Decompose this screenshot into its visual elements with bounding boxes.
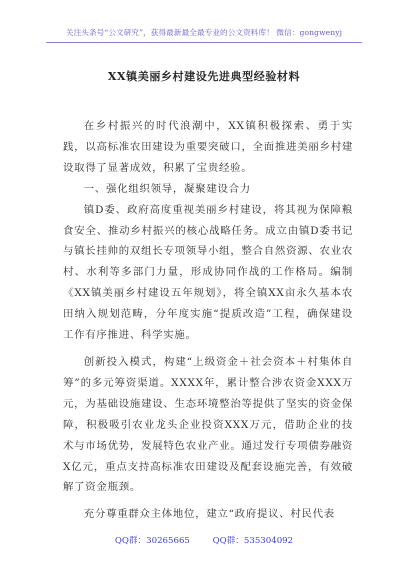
header-note: 关注头条号“公文研究”，获得最新最全最专业的公文资料库！ 微信：gongwenyj: [65, 28, 343, 37]
paragraph-funding: 创新投入模式，构建“上级资金＋社会资本＋村集体自筹”的多元筹资渠道。XXXX年，累计整合涉农资金XXX万元，为基础设施建设、生态环境整治等提供了坚实的资金保障，积极吸引农业龙头企业投资XXX万元，借助企业的技术与市场优势，发展特色农业产业。通过发行专项债券融资X亿元，重点支持高标准农田建设及配套设施完善，有效破解了资金瓶颈。: [63, 355, 353, 494]
header-divider: [46, 42, 362, 43]
footer: [0, 534, 408, 546]
document-title: XX镇美丽乡村建设先进典型经验材料: [107, 70, 301, 83]
paragraph-leadership: 镇D委、政府高度重视美丽乡村建设，将其视为保障粮食安全、推动乡村振兴的核心战略任务。成立由镇D委书记与镇长挂帅的双组长专项领导小组，整合自然资源、农业农村、水利等多部门力量，形成协同作战的工作格局。编制《XX镇美丽乡村建设五年规划》，将全镇XX亩永久基本农田纳入规划范畴，分年度实施“提质改造”工程，确保建设工作有序推进、科学实施。: [63, 203, 353, 342]
document-body: [63, 116, 353, 525]
footer-qq-group-1: QQ群：30265665: [114, 536, 190, 546]
paragraph-intro: 在乡村振兴的时代浪潮中，XX镇积极探索、勇于实践，以高标准农田建设为重要突破口，全面推进美丽乡村建设取得了显著成效，积累了宝贵经验。: [63, 120, 353, 174]
paragraph-participation: 充分尊重群众主体地位，建立“政府提议、村民代表: [83, 508, 335, 521]
footer-qq-group-2: QQ群：535304092: [212, 536, 294, 546]
section-heading: 一、强化组织领导，凝聚建设合力: [83, 182, 251, 195]
